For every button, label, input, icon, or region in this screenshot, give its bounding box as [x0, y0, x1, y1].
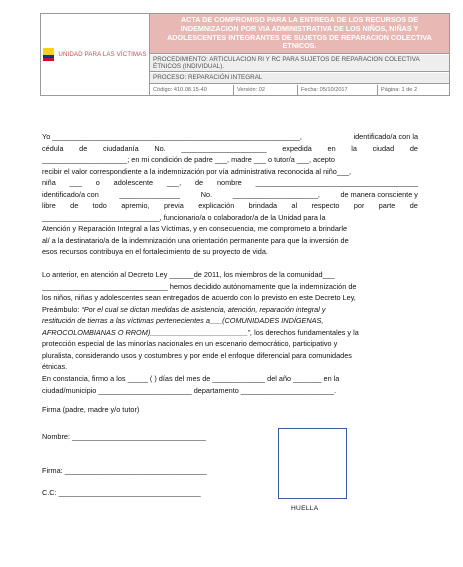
text-line: _____________________________, funcionario/a o colaborador/a de la Unidad para la — [42, 212, 326, 222]
text-line: los niños, niñas y adolescentes sean entregados de acuerdo con lo previsto en este Decreto Ley, — [42, 293, 356, 302]
version: Versión: 02 — [234, 85, 298, 95]
text-line: pluralista, considerando usos y costumbres y por ende el enfoque diferencial para comunidades — [42, 350, 352, 360]
text-line: Preámbulo: “Por el cual se dictan medidas de asistencia, atención, reparación integral y — [42, 304, 326, 314]
text-line: restitución de tierras a las víctimas pertenecientes a___(COMUNIDADES INDÍGENAS, — [42, 316, 324, 325]
text-line: cédula de ciudadanía No. _____________________ expedida en la ciudad de — [42, 143, 418, 153]
text-line: esos recursos contribuya en el fortalecimiento de su proyecto de vida. — [42, 247, 268, 256]
document-header — [40, 13, 450, 96]
fingerprint-box — [278, 428, 347, 499]
paragraph-commitment — [42, 131, 418, 258]
codigo: Código: 410.08.15-40 — [150, 85, 234, 95]
text-line: libre de todo apremio, previa explicación brindada al respecto por parte de — [42, 201, 418, 210]
text-line: al/ a la destinatario/a de la indemnización una orientación permanente para que la inversión de — [42, 235, 349, 245]
huella-label: HUELLA — [291, 505, 319, 512]
nombre-field: Nombre: _________________________________ — [42, 432, 206, 441]
text-line: identificado/a con _______________ No. _____________________, de manera consciente y — [42, 189, 418, 199]
text-line: _______________________________ hemos decidido autónomamente que la indemnización de — [42, 281, 357, 291]
text-line: protección especial de las minorías nacionales en un escenario democrático, participativo y — [42, 339, 338, 348]
text-line: Yo _____________________________________________________________, identificado/a con la — [42, 132, 418, 141]
text-line: niña ___ o adolescente ___, de nombre ________________________________________ — [42, 178, 418, 187]
cc-field: C.C: ___________________________________ — [42, 488, 201, 497]
proceso: PROCESO: REPARACIÓN INTEGRAL — [150, 73, 449, 84]
text-line: recibir el valor correspondiente a la indemnización por vía administrativa reconocida al niño___, — [42, 166, 352, 176]
paragraph-decree — [42, 269, 418, 373]
paragraph-constancia — [42, 373, 418, 396]
text-line: étnicas. — [42, 362, 68, 371]
firma-field: Firma: ___________________________________ — [42, 466, 207, 475]
text-line: _____________________; en mi condición de padre ___, madre ___ o tutor/a ___, acepto — [42, 155, 335, 164]
procedimiento: PROCEDIMIENTO: ARTICULACION RI Y RC PARA SUJETOS DE REPARACION COLECTIVA ÉTNICOS (INDIVIDUAL). — [150, 55, 449, 72]
text-line: AFROCOLOMBIANAS O RROM)________________________”, los derechos fundamentales y la — [42, 327, 359, 337]
logo-text: UNIDAD PARA LAS VÍCTIMAS — [58, 51, 147, 58]
document-meta — [150, 85, 449, 95]
text-line: Lo anterior, en atención al Decreto Ley ______de 2011, los miembros de la comunidad___ — [42, 270, 335, 279]
text-line: ciudad/municipio _______________________ departamento _______________________. — [42, 385, 337, 395]
firma-tutor-label: Firma (padre, madre y/o tutor) — [42, 405, 140, 414]
fecha: Fecha: 05/10/2017 — [298, 85, 378, 95]
text-line: Atención y Reparación Integral a las Víctimas, y en consecuencia, me comprometo a brindarle — [42, 224, 348, 233]
colombia-flag-icon — [43, 48, 54, 61]
pagina: Página: 1 de 2 — [381, 87, 418, 93]
document-title: ACTA DE COMPROMISO PARA LA ENTREGA DE LOS RECURSOS DE INDEMNIZACION POR VIA ADMINISTRATIVA DE LOS NIÑOS, NIÑAS Y ADOLESCENTES INTEGRANTES DE SUJETOS DE REPARACION COLECTIVA ETNICOS. — [150, 14, 449, 54]
logo — [41, 14, 150, 95]
text-line: En constancia, firmo a los _____ ( ) días del mes de _____________ del año _______ en la — [42, 374, 340, 383]
